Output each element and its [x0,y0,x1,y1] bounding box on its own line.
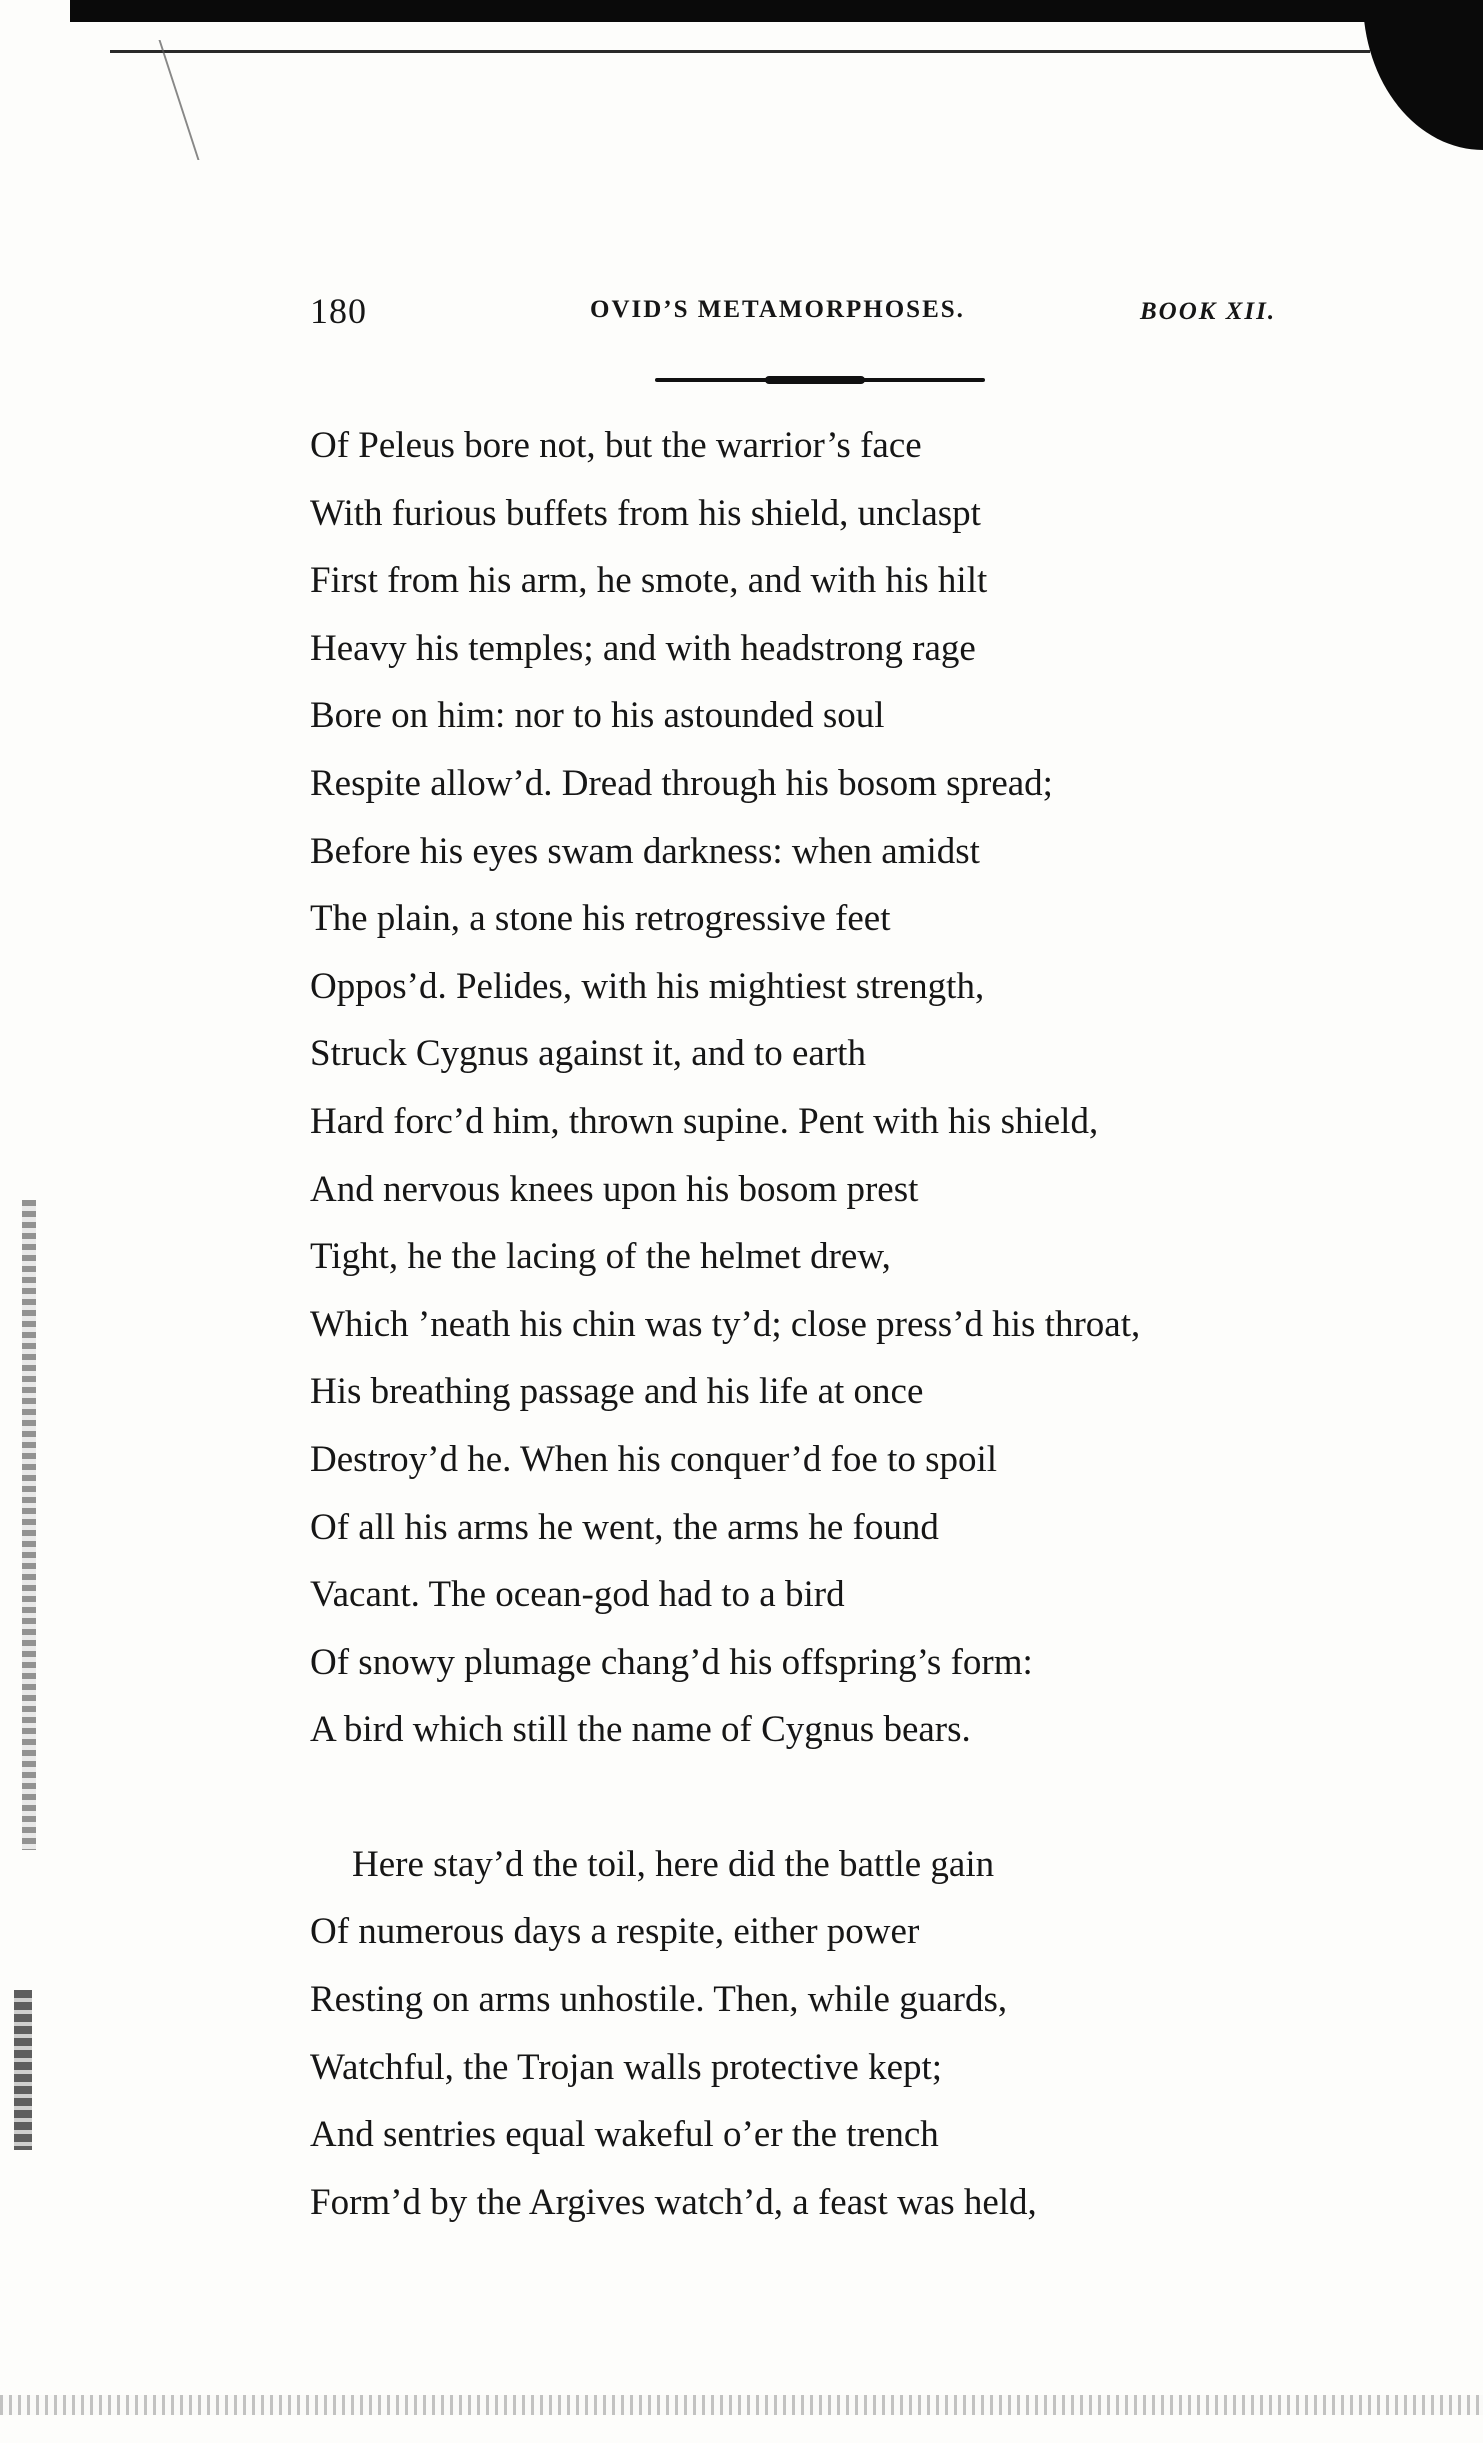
book-corner-shadow [1363,0,1483,150]
verse-line: Of all his arms he went, the arms he found [310,1506,939,1548]
verse-line: Of snowy plumage chang’d his offspring’s form: [310,1641,1033,1683]
verse-line: His breathing passage and his life at once [310,1371,924,1413]
verse-line: And nervous knees upon his bosom prest [310,1168,919,1210]
running-title: OVID’S METAMORPHOSES. [590,296,965,323]
verse-line: With furious buffets from his shield, unclaspt [310,492,981,534]
verse-line: Respite allow’d. Dread through his bosom spread; [310,762,1053,804]
stanza [310,412,1370,1764]
binding-gutter [22,1200,36,1850]
verse-line: A bird which still the name of Cygnus bears. [310,1709,971,1751]
verse-line: Heavy his temples; and with headstrong rage [310,627,976,669]
verse-body [310,412,1370,2236]
verse-line: Oppos’d. Pelides, with his mightiest strength, [310,965,985,1007]
verse-line: Destroy’d he. When his conquer’d foe to spoil [310,1438,998,1480]
verse-line: Here stay’d the toil, here did the battle gain [352,1843,995,1885]
verse-line: Bore on him: nor to his astounded soul [310,695,885,737]
verse-line: Struck Cygnus against it, and to earth [310,1033,866,1075]
verse-line: Watchful, the Trojan walls protective kept; [310,2046,943,2088]
book-top-edge [70,0,1483,22]
verse-line: Which ’neath his chin was ty’d; close press’d his throat, [310,1303,1141,1345]
running-header [310,290,1310,340]
verse-line: Vacant. The ocean-god had to a bird [310,1574,845,1616]
verse-line: Hard forc’d him, thrown supine. Pent with his shield, [310,1100,1099,1142]
page-fold-mark [99,40,200,160]
verse-line: Tight, he the lacing of the helmet drew, [310,1236,891,1278]
verse-line: And sentries equal wakeful o’er the trench [310,2114,939,2156]
page-edge-line [110,50,1370,53]
verse-line: The plain, a stone his retrogressive feet [310,898,891,940]
book-bottom-edge [0,2395,1483,2415]
stanza [310,1831,1370,2237]
book-label: BOOK XII. [1140,298,1277,325]
verse-line: Form’d by the Argives watch’d, a feast was held, [310,2181,1037,2223]
verse-line: Of numerous days a respite, either power [310,1911,920,1953]
binding-gutter-lower [14,1990,32,2150]
verse-line: Before his eyes swam darkness: when amidst [310,830,980,872]
verse-line: Of Peleus bore not, but the warrior’s face [310,425,922,466]
verse-line: First from his arm, he smote, and with his hilt [310,560,988,602]
page-number: 180 [310,291,367,331]
header-rule [655,378,985,382]
verse-line: Resting on arms unhostile. Then, while guards, [310,1979,1008,2021]
